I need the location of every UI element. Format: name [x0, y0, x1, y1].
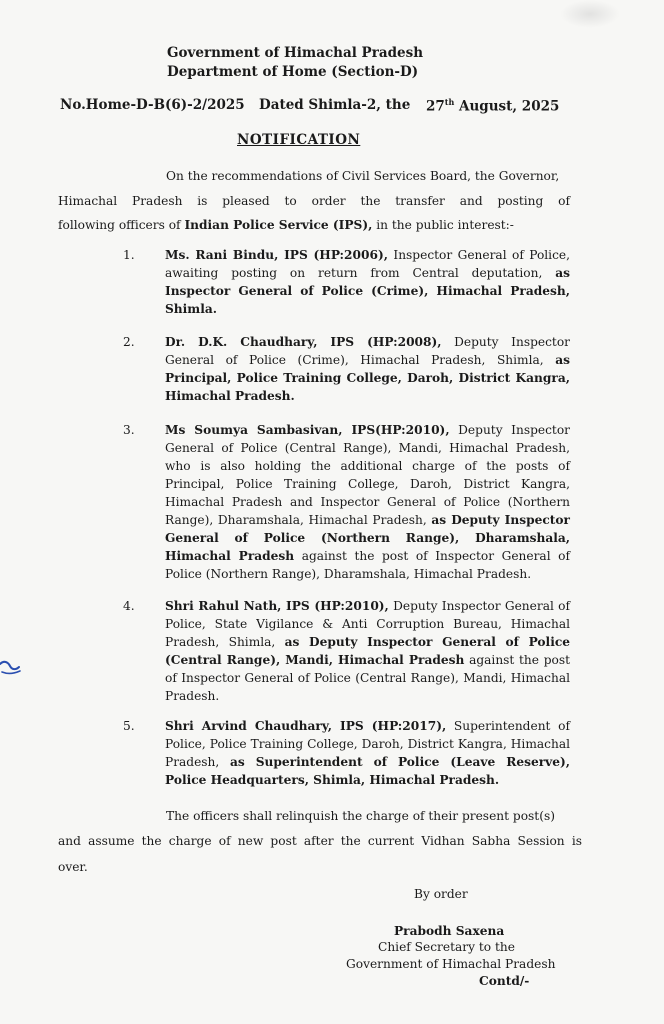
- page-title: NOTIFICATION: [237, 132, 361, 148]
- item-number: 3.: [123, 423, 135, 437]
- date-day: 27: [426, 98, 445, 115]
- item-number: 1.: [123, 248, 135, 262]
- posting-item: [165, 717, 570, 789]
- date-month-year: August, 2025: [459, 98, 560, 115]
- signatory-designation: Chief Secretary to the: [378, 940, 515, 954]
- posting-item: [165, 246, 570, 318]
- posting-item: [165, 597, 570, 705]
- officer-name: Ms Soumya Sambasivan, IPS(HP:2010),: [165, 423, 450, 437]
- signatory-office: Government of Himachal Pradesh: [346, 957, 556, 971]
- reference-number: No.Home-D-B(6)-2/2025: [60, 97, 245, 113]
- item-number: 2.: [123, 335, 135, 349]
- closing-line-3: over.: [58, 860, 88, 874]
- item-number: 5.: [123, 719, 135, 733]
- current-post: Deputy Inspector General of Police (Crime), Himachal Pradesh, Shimla,: [165, 335, 570, 367]
- intro-line-3: [58, 213, 570, 238]
- new-posting: as Deputy Inspector General of Police (Central Range), Mandi, Himachal Pradesh: [165, 635, 570, 667]
- department-name: Department of Home (Section-D): [167, 64, 419, 80]
- intro-text: following officers of: [58, 218, 185, 232]
- posting-item: [165, 333, 570, 405]
- officer-name: Ms. Rani Bindu, IPS (HP:2006),: [165, 248, 388, 262]
- signatory-name: Prabodh Saxena: [394, 924, 505, 938]
- new-posting: as Inspector General of Police (Crime), Himachal Pradesh, Shimla.: [165, 266, 570, 316]
- officer-name: Shri Rahul Nath, IPS (HP:2010),: [165, 599, 389, 613]
- date-suffix: th: [444, 97, 455, 107]
- new-posting: as Superintendent of Police (Leave Reserve), Police Headquarters, Shimla, Himachal Pradesh.: [165, 755, 570, 787]
- intro-line-1: On the recommendations of Civil Services Board, the Governor,: [166, 169, 560, 183]
- intro-tail: in the public interest:-: [372, 218, 514, 232]
- letterhead: [167, 44, 423, 82]
- closing-line-1: The officers shall relinquish the charge of their present post(s): [166, 809, 555, 823]
- posting-item: [165, 421, 570, 583]
- officer-name: Dr. D.K. Chaudhary, IPS (HP:2008),: [165, 335, 442, 349]
- item-number: 4.: [123, 599, 135, 613]
- current-post: Deputy Inspector General of Police (Central Range), Mandi, Himachal Pradesh, who is also holding the additional charge of the posts of Principal, Police Training College, Daroh, District Kangra, Himachal Pradesh and Inspector General of Police (Northern Range), Dharamshala, Himachal Pradesh,: [165, 423, 570, 527]
- officer-name: Shri Arvind Chaudhary, IPS (HP:2017),: [165, 719, 447, 733]
- contd-marker: Contd/-: [479, 974, 530, 988]
- pen-mark-icon: [0, 650, 22, 680]
- service-name: Indian Police Service (IPS),: [184, 218, 373, 232]
- new-posting: as Principal, Police Training College, Daroh, District Kangra, Himachal Pradesh.: [165, 353, 570, 403]
- posting-tail: against the post of Inspector General of Police (Northern Range), Dharamshala, Himachal Pradesh.: [165, 549, 570, 581]
- paper-smudge: [560, 0, 620, 28]
- by-order: By order: [414, 887, 468, 901]
- posting-tail: against the post of Inspector General of Police (Central Range), Mandi, Himachal Pradesh.: [165, 653, 571, 703]
- closing-line-2: and assume the charge of new post after the current Vidhan Sabha Session is: [58, 834, 582, 848]
- current-post: Deputy Inspector General of Police, State Vigilance & Anti Corruption Bureau, Himachal Pradesh, Shimla,: [165, 599, 570, 649]
- current-post: Inspector General of Police, awaiting posting on return from Central deputation,: [165, 248, 570, 280]
- new-posting: as Deputy Inspector General of Police (Northern Range), Dharamshala, Himachal Pradesh: [165, 513, 570, 563]
- notification-date: [426, 97, 559, 115]
- government-name: Government of Himachal Pradesh: [167, 45, 424, 61]
- dated-label: Dated Shimla-2, the: [259, 97, 411, 113]
- current-post: Superintendent of Police, Police Training College, Daroh, District Kangra, Himachal Pradesh,: [165, 719, 570, 769]
- intro-line-2: Himachal Pradesh is pleased to order the transfer and posting of: [58, 194, 570, 208]
